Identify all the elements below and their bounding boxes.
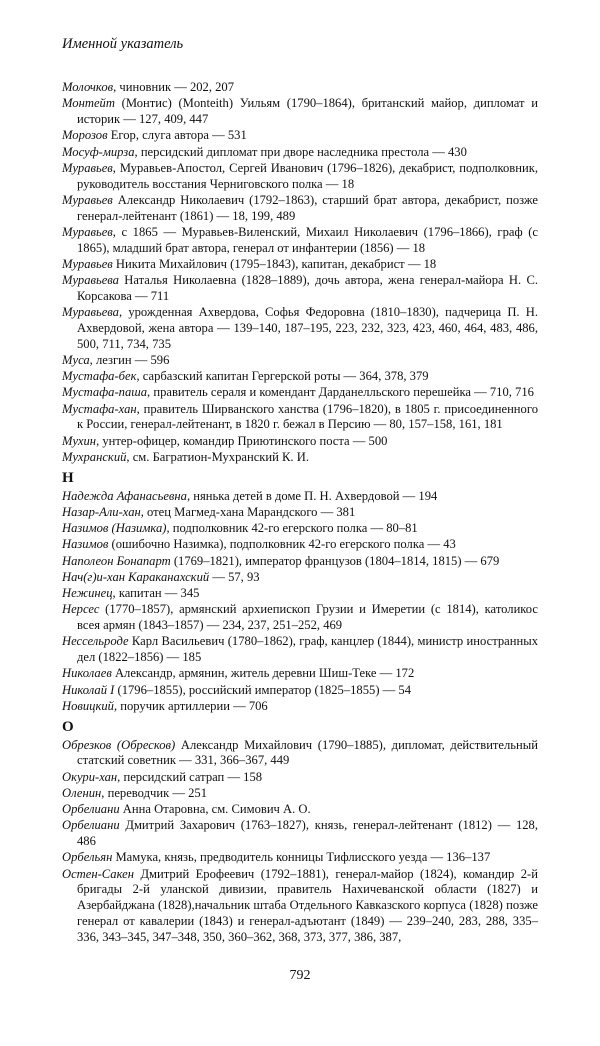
index-entry [62, 802, 538, 818]
index-entry [62, 850, 538, 866]
entry-name: Монтейт [62, 96, 115, 111]
entry-description: , унтер-офицер, командир Приютинского поста — 500 [96, 433, 388, 448]
entry-name: Оленин [62, 785, 102, 800]
index-entry [62, 699, 538, 715]
index-entry [62, 145, 538, 161]
entry-description: (1769–1821), император французов (1804–1814, 1815) — 679 [170, 553, 500, 568]
index-entry [62, 450, 538, 466]
entry-description: Дмитрий Ерофеевич (1792–1881), генерал-майор (1824), командир 2-й бригады 2-й уланской дивизии, правитель Нахичеванской области (1827) и Азербайджана (1828),начальник штаба Отдельного Кавказского корпуса (1828) позже генерал от кавалерии (1843) и генерал-адъютант (1849) — 239–240, 283, 288, 335–336, 343–345, 347–348, 350, 360–362, 368, 373, 377, 386, 387, [77, 866, 538, 944]
index-entry [62, 537, 538, 553]
entry-description: Дмитрий Захарович (1763–1827), князь, генерал-лейтенант (1812) — 128, 486 [77, 818, 538, 848]
index-entry [62, 683, 538, 699]
index-entry [62, 128, 538, 144]
entry-description: (ошибочно Назимка), подполковник 42-го егерского полка — 43 [108, 537, 456, 552]
index-entry [62, 570, 538, 586]
entry-name: Муравьев [62, 192, 113, 207]
entry-description: , правитель Ширванского ханства (1796–1820), в 1805 г. присоединенного к России, генерал-лейтенант, в 1820 г. бежал в Персию — 80, 157–158, 161, 181 [77, 401, 538, 432]
entry-description: Александр, армянин, житель деревни Шиш-Теке — 172 [111, 666, 415, 681]
entry-name: Муравьев [62, 224, 113, 239]
index-entry [62, 786, 538, 802]
entry-description: (Монтис) (Monteith) Уильям (1790–1864), британский майор, дипломат и историк — 127, 409, 447 [77, 96, 538, 126]
entry-name: Нач(г)и-хан Караканахский [62, 569, 210, 584]
entry-description: , капитан — 345 [112, 586, 200, 600]
entry-description: (1770–1857), армянский архиепископ Грузии и Имеретии (с 1814), католикос всея армян (1843–1857) — 234, 237, 251–252, 469 [77, 602, 538, 632]
entry-name: Окури-хан [62, 769, 118, 784]
index-entry [62, 867, 538, 946]
entry-name: Мустафа-паша [62, 385, 148, 400]
entry-name: Мустафа-бек [62, 369, 137, 383]
index-entry [62, 305, 538, 352]
index-entry [62, 818, 538, 850]
index-entry [62, 489, 538, 505]
entry-name: Нерсес [62, 602, 100, 617]
index-entry [62, 369, 538, 385]
entry-name: Мухранский [62, 449, 127, 464]
entry-description: , Муравьев-Апостол, Сергей Иванович (1796–1826), декабрист, подполковник, руководитель восстания Черниговского полка — 18 [77, 160, 538, 191]
entry-description: , нянька детей в доме П. Н. Ахвердовой — 194 [186, 488, 438, 503]
index-entry [62, 770, 538, 786]
index-entry [62, 434, 538, 450]
index-entry [62, 225, 538, 257]
entry-name: Обрезков (Обресков) [62, 737, 176, 752]
index-entry [62, 161, 538, 193]
index-entry [62, 634, 538, 666]
index-entry [62, 602, 538, 634]
running-head: Именной указатель [62, 36, 184, 52]
entry-description: , чиновник — 202, 207 [113, 80, 235, 94]
index-entry [62, 505, 538, 521]
entry-description: , с 1865 — Муравьев-Виленский, Михаил Николаевич (1796–1866), граф (с 1865), младший брат автора, генерал от инфантерии (1856) — 18 [77, 224, 538, 255]
entry-description: , персидский дипломат при дворе наследника престола — 430 [134, 144, 467, 159]
entry-description: , подполковник 42-го егерского полка — 80–81 [166, 521, 418, 535]
entry-name: Муравьев [62, 160, 113, 175]
entry-name: Назимов [62, 537, 109, 552]
entry-description: , урожденная Ахвердова, Софья Федоровна (1810–1830), падчерица П. Н. Ахвердовой, жена автора — 139–140, 187–195, 223, 232, 323, 423, 460, 464, 483, 486, 500, 711, 734, 735 [77, 305, 538, 351]
entry-description: Александр Михайлович (1790–1885), дипломат, действительный статский советник — 331, 366–367, 449 [77, 737, 538, 768]
entry-description: , сарбазский капитан Гергерской роты — 364, 378, 379 [136, 369, 429, 383]
entry-description: Александр Николаевич (1792–1863), старший брат автора, декабрист, позже генерал-лейтенант (1861) — 18, 199, 489 [77, 192, 538, 223]
entry-description: , поручик артиллерии — 706 [113, 698, 268, 713]
index-entry [62, 193, 538, 225]
entry-description: , персидский сатрап — 158 [117, 769, 263, 784]
entry-description: , отец Магмед-хана Марандского — 381 [140, 504, 356, 519]
entry-description: Никита Михайлович (1795–1843), капитан, декабрист — 18 [112, 256, 437, 271]
index-entry [62, 353, 538, 369]
entry-name: Орбелиани [62, 802, 120, 816]
entry-name: Мухин [62, 433, 97, 448]
entry-name: Орбельян [62, 850, 113, 865]
name-index [62, 80, 538, 946]
entry-name: Нессельроде [62, 634, 129, 649]
entry-name: Новицкий [62, 698, 114, 713]
index-entry [62, 257, 538, 273]
entry-name: Мосуф-мирза [62, 144, 135, 159]
entry-name: Морозов [62, 128, 108, 143]
index-entry [62, 554, 538, 570]
entry-description: Мамука, князь, предводитель конницы Тифлисского уезда — 136–137 [112, 850, 491, 865]
index-entry [62, 738, 538, 770]
entry-name: Остен-Сакен [62, 866, 135, 881]
index-entry [62, 666, 538, 682]
entry-name: Мустафа-хан [62, 401, 137, 416]
entry-name: Молочков [62, 80, 114, 94]
entry-name: Муравьева [62, 273, 119, 287]
entry-name: Николай I [62, 682, 115, 697]
index-entry [62, 80, 538, 96]
index-entry [62, 385, 538, 401]
entry-name: Муравьева [62, 305, 119, 319]
entry-name: Николаев [62, 666, 112, 681]
index-entry [62, 521, 538, 537]
entry-description: — 57, 93 [209, 569, 260, 584]
entry-description: , лезгин — 596 [89, 352, 170, 367]
entry-name: Назимов (Назимка) [62, 521, 167, 535]
entry-name: Назар-Али-хан [62, 504, 141, 519]
entry-description: Егор, слуга автора — 531 [107, 128, 247, 143]
index-entry [62, 586, 538, 602]
entry-description: , переводчик — 251 [101, 785, 207, 800]
entry-description: Анна Отаровна, см. Симович А. О. [119, 802, 311, 816]
entry-name: Муса [62, 352, 90, 367]
entry-description: Наталья Николаевна (1828–1889), дочь автора, жена генерал-майора Н. С. Корсакова — 711 [77, 273, 538, 303]
page-number: 792 [289, 968, 311, 983]
entry-name: Муравьев [62, 256, 113, 271]
entry-description: , правитель сераля и комендант Дарданелльского перешейка — 710, 716 [147, 385, 534, 400]
index-entry [62, 402, 538, 434]
index-entry [62, 273, 538, 305]
entry-description: (1796–1855), российский император (1825–1855) — 54 [114, 682, 412, 697]
section-letter: Н [62, 469, 74, 486]
entry-name: Орбелиани [62, 818, 120, 833]
entry-name: Наполеон Бонапарт [62, 553, 171, 568]
index-entry [62, 96, 538, 128]
section-letter: О [62, 718, 74, 735]
entry-name: Нежинец [62, 586, 113, 600]
entry-description: , см. Багратион-Мухранский К. И. [126, 449, 309, 464]
entry-description: Карл Васильевич (1780–1862), граф, канцлер (1844), министр иностранных дел (1822–1856) — 185 [77, 634, 538, 664]
entry-name: Надежда Афанасьевна [62, 488, 187, 503]
